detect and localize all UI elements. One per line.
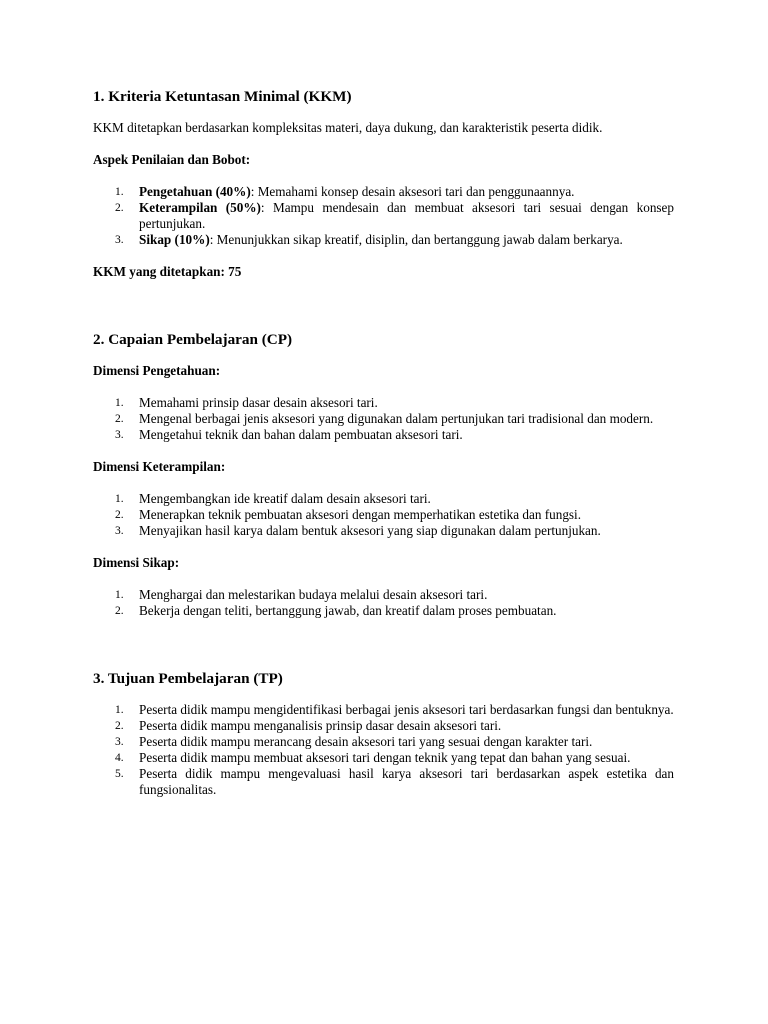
list-number: 2. [115,720,124,732]
document-content [93,80,674,798]
list-number: 3. [115,234,124,246]
knowledge-list [93,395,674,443]
list-number: 3. [115,525,124,537]
aspect-label: Sikap (10%) [139,232,210,247]
list-number: 1. [115,186,124,198]
aspect-label: Pengetahuan (40%) [139,184,251,199]
list-item [93,587,674,603]
list-number: 4. [115,752,124,764]
list-item [93,718,674,734]
list-item [93,603,674,619]
objectives-list [93,702,674,798]
list-item [93,491,674,507]
list-item [93,523,674,539]
list-number: 3. [115,429,124,441]
kkm-value: KKM yang ditetapkan: 75 [93,264,242,279]
list-text: Peserta didik mampu membuat aksesori tari dengan teknik yang tepat dan bahan yang sesuai. [139,750,631,765]
list-item [93,427,674,443]
list-number: 2. [115,605,124,617]
list-item [93,702,674,718]
dimension-heading-attitude: Dimensi Sikap: [93,555,180,570]
list-item [93,200,674,232]
list-text: Peserta didik mampu mengevaluasi hasil karya aksesori tari berdasarkan aspek estetika dan fungsionalitas. [139,766,674,797]
list-text: Mengenal berbagai jenis aksesori yang digunakan dalam pertunjukan tari tradisional dan modern. [139,411,654,426]
dimension-heading-skills: Dimensi Keterampilan: [93,459,226,474]
list-text: Peserta didik mampu merancang desain aksesori tari yang sesuai dengan karakter tari. [139,734,593,749]
list-text: Menyajikan hasil karya dalam bentuk aksesori yang siap digunakan dalam pertunjukan. [139,523,601,538]
list-item [93,232,674,248]
list-text: Mengetahui teknik dan bahan dalam pembuatan aksesori tari. [139,427,463,442]
aspects-heading: Aspek Penilaian dan Bobot: [93,152,251,167]
list-number: 1. [115,589,124,601]
section1-intro: KKM ditetapkan berdasarkan kompleksitas materi, daya dukung, dan karakteristik peserta didik. [93,120,603,135]
list-text: Menerapkan teknik pembuatan aksesori dengan memperhatikan estetika dan fungsi. [139,507,582,522]
list-item [93,507,674,523]
aspects-list [93,184,674,248]
aspect-text: : Memahami konsep desain aksesori tari dan penggunaannya. [250,184,575,199]
list-number: 3. [115,736,124,748]
list-item [93,395,674,411]
dimension-heading-knowledge: Dimensi Pengetahuan: [93,363,221,378]
list-number: 2. [115,509,124,521]
list-number: 1. [115,704,124,716]
attitude-list [93,587,674,619]
list-number: 1. [115,397,124,409]
section2-heading: 2. Capaian Pembelajaran (CP) [93,331,293,348]
list-item [93,184,674,200]
list-text: Peserta didik mampu mengidentifikasi berbagai jenis aksesori tari berdasarkan fungsi dan bentuknya. [139,702,674,717]
aspect-text: : Menunjukkan sikap kreatif, disiplin, dan bertanggung jawab dalam berkarya. [209,232,623,247]
list-number: 1. [115,493,124,505]
list-text: Peserta didik mampu menganalisis prinsip dasar desain aksesori tari. [139,718,502,733]
list-item [93,411,674,427]
section1-heading: 1. Kriteria Ketuntasan Minimal (KKM) [93,88,352,105]
list-number: 2. [115,413,124,425]
list-item [93,766,674,798]
list-number: 5. [115,768,124,780]
skills-list [93,491,674,539]
list-text: Mengembangkan ide kreatif dalam desain aksesori tari. [139,491,431,506]
list-number: 2. [115,202,124,214]
list-item [93,750,674,766]
list-text: Bekerja dengan teliti, bertanggung jawab, dan kreatif dalam proses pembuatan. [139,603,557,618]
aspect-text: : Mampu mendesain dan membuat aksesori tari sesuai dengan konsep pertunjukan. [139,200,674,231]
section3-heading: 3. Tujuan Pembelajaran (TP) [93,670,283,687]
list-text: Memahami prinsip dasar desain aksesori tari. [139,395,378,410]
list-item [93,734,674,750]
aspect-label: Keterampilan (50%) [139,200,261,215]
list-text: Menghargai dan melestarikan budaya melalui desain aksesori tari. [139,587,488,602]
